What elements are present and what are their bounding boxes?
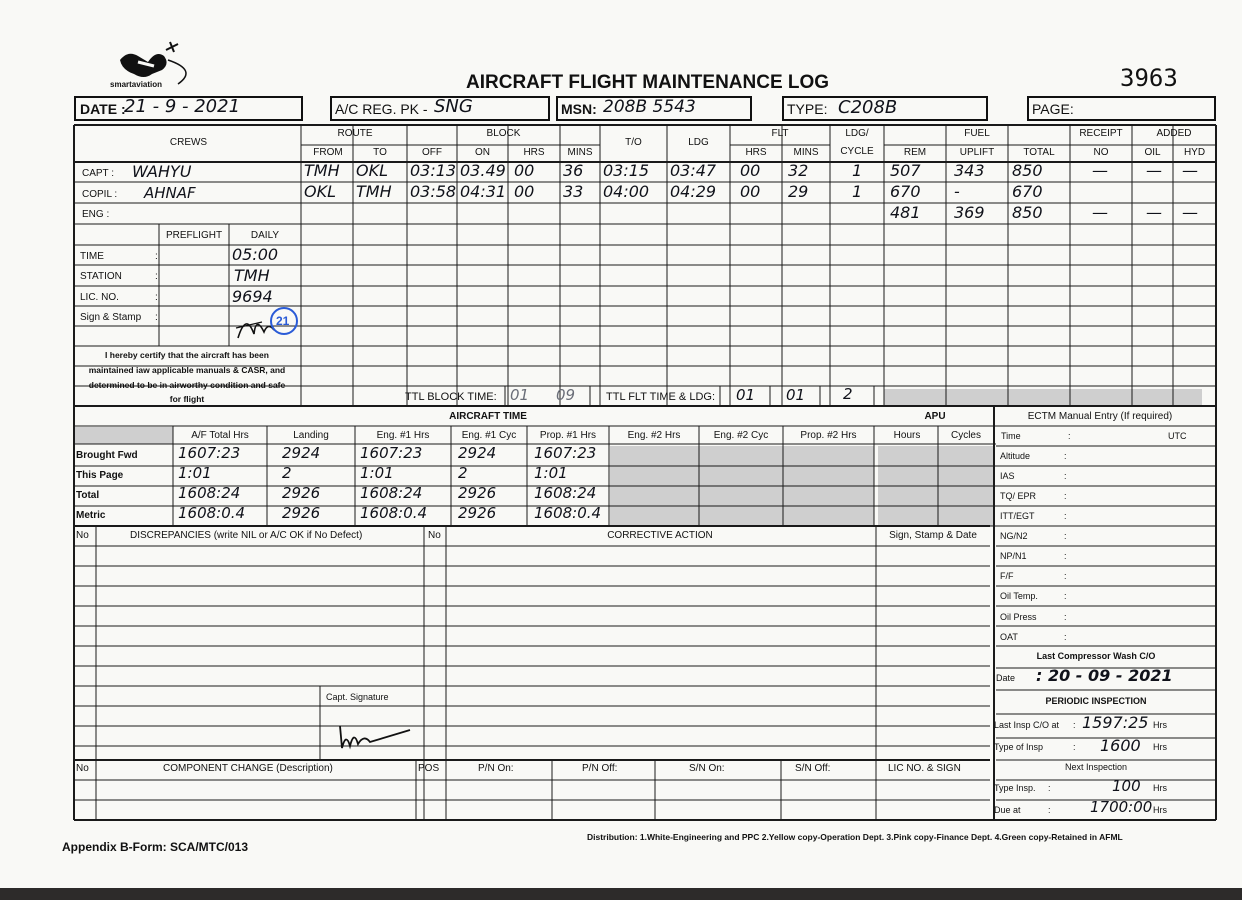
flight-flt-hrs-cell: 00 [740,161,761,180]
page-label: PAGE: [1032,101,1074,117]
receipt-header: RECEIPT [1079,128,1123,139]
due-label: Due at [994,805,1021,815]
aircraft-time-value: 1:01 [534,464,568,482]
flight-flt-mins-cell: 29 [788,182,809,201]
ectm-colon: : [1064,451,1067,461]
form-id: Appendix B-Form: SCA/MTC/013 [62,840,249,854]
flight-ldg-cell: 04:29 [670,182,717,201]
flight-ldg-cell: 03:47 [670,161,717,180]
distribution-note: Distribution: 1.White-Engineering and PPC 2.Yellow copy-Operation Dept. 3.Pink copy-Finance Dept. 4.Green copy-Retained in AFML [587,832,1123,842]
uplift-header: UPLIFT [959,147,995,158]
block-hrs-header: HRS [523,147,545,158]
flight-to-cell: OKL [356,161,388,180]
total-flt-mins: 01 [786,386,806,404]
captain-name: WAHYU [132,162,192,181]
added-header: ADDED [1156,128,1192,139]
flight-from-cell: TMH [304,161,340,180]
hyd-header: HYD [1183,147,1206,158]
aircraft-time-value: 1608:24 [360,484,423,502]
ectm-utc: UTC [1168,431,1187,441]
aircraft-time-header: Prop. #2 Hrs [800,430,857,441]
aircraft-time-value: 2924 [282,444,321,462]
aircraft-time-value: 2 [282,464,292,482]
ectm-label: F/F [1000,571,1014,581]
type-insp-hrs: Hrs [1153,742,1167,752]
off-header: OFF [422,147,442,158]
aircraft-time-value: 2924 [458,444,497,462]
cycle-header: CYCLE [840,146,874,157]
cert-line-4: for flight [169,394,205,404]
next-type-value: 100 [1112,777,1141,795]
aircraft-time-header: Eng. #2 Cyc [713,430,769,441]
to-header: TO [373,147,387,158]
brought-fwd-label: Brought Fwd [76,450,138,461]
ectm-time-label: Time [1001,431,1021,441]
flight-rem-cell: 507 [890,161,921,180]
flight-flt-mins-cell: 32 [788,161,809,180]
last-insp-label: Last Insp C/O at [994,720,1060,730]
next-type-hrs: Hrs [1153,783,1167,793]
pn-off-header: P/N Off: [582,763,618,774]
apu-title: APU [924,411,946,422]
aircraft-time-header: Eng. #1 Hrs [376,430,430,441]
msn-label: MSN: [561,101,597,117]
route-header: ROUTE [337,128,373,139]
type-value: C208B [838,97,898,118]
captain-signature-icon [334,718,418,754]
flight-to-time-cell: 04:00 [603,182,650,201]
aircraft-time-header: Eng. #2 Hrs [627,430,681,441]
next-type-label: Type Insp. [994,783,1036,793]
periodic-title: PERIODIC INSPECTION [1045,696,1147,706]
fuel-header: FUEL [964,128,990,139]
corrective-action-header: CORRECTIVE ACTION [607,530,713,541]
flight-receipt-cell: — [1092,203,1108,222]
flt-header: FLT [771,128,789,139]
daily-time: 05:00 [232,245,279,264]
ectm-colon: : [1064,551,1067,561]
sign-stamp-label: Sign & Stamp [80,312,142,323]
landing-header: LDG [688,137,709,148]
daily-lic: 9694 [232,287,273,306]
flight-cycle-cell: 1 [852,182,863,201]
next-insp-title: Next Inspection [1064,762,1128,772]
copil-label: COPIL : [82,189,118,200]
cert-line-3: determined to be in airworthy condition and safe [88,380,286,390]
total-flt-label: TTL FLT TIME & LDG: [606,391,716,403]
ectm-colon: : [1064,491,1067,501]
aircraft-time-header: Eng. #1 Cyc [461,430,517,441]
compressor-date-label: Date [996,673,1016,683]
ectm-colon: : [1064,531,1067,541]
flight-hyd-cell: — [1182,203,1198,222]
apu-hours-header: Hours [893,430,921,441]
flight-hrs-cell: 00 [514,182,535,201]
sn-on-header: S/N On: [689,763,725,774]
total-landings: 2 [843,385,853,403]
flight-hrs-cell: 00 [514,161,535,180]
ectm-label: OAT [1000,632,1018,642]
ectm-label: ITT/EGT [1000,511,1035,521]
daily-station: TMH [234,266,270,285]
crews-header: CREWS [169,137,208,148]
maintenance-log-sheet: smartaviation AIRCRAFT FLIGHT MAINTENANCE LOG 3963 DATE : 21 - 9 - 2021 A/C REG. PK - SNG MSN: 208B 5543 TYPE: C208B PAGE: CREWS ROUTE FROM TO BLOCK OFF ON HRS MINS T/O LDG FLT HRS MINS LDG/ CYCLE FUEL REM UPLIFT TOTAL RECEIPT NO ADDED OIL HYD CAPT : COPIL : ENG : WAHYU AHNAF TMH OKL 03:13 03.49 00 36 03:15 03:47 00 32 1 507 343 850 — — — OKL TMH 03:58 04:31 00 33 04:00 04:29 00 29 1 670 - 670 481 369 850 — — — PREFLIGHT DAILY TIME STATION LIC. NO. Sign & Stamp : : : : 05:00 TMH 9694 21 I hereby certify that the aircraft has been maintained iaw applicable manuals & CASR, and determined to be in airworthy condition and safe for flight TTL BLOCK TIME: 01 09 TTL FLT TIME & LDG: 01 01 2 AIRCRAFT TIME A/F Total Hrs Landing Eng. #1 Hrs Eng. #1 Cyc Prop. #1 Hrs Eng. #2 Hrs Eng. #2 Cyc Prop. #2 Hrs Brought Fwd This Page Total Metric 1607:23 2924 1607:23 2924 1607:23 1:01 2 1:01 2 1:01 1608:24 2926 1608:24 2926 1608:24 1608:0.4 2926 1608:0.4 2926 1608:0.4 APU Hours Cycles ECTM Manual Entry (If required) Time : UTC Altitude : IAS : TQ/ EPR : ITT/EGT : NG/N2 : NP/N1 : F/F : Oil Temp. : Oil Press : OAT : Last Compressor Wash C/O Date : 20 - 09 - 2021 PERIODIC INSPECTION Last Insp C/O at : 1597:25 Hrs Type of Insp : 1600 Hrs Next Inspection Type Insp. : 100 Hrs Due at : 1700:00 Hrs No DISCREPANCIES (write NIL or A/C OK if No Defect) No CORRECTIVE ACTION Sign, Stamp & Date Capt. Signature No COMPONENT CHANGE (Description) POS P/N On: P/N Off: S/N On: S/N Off: LIC NO. & SIGN Appendix B-Form: SCA/MTC/013 Distribution: 1.White-Engineering and PPC 2.Yellow copy-Operation Dept. 3.Pink copy-Finance Dept. 4.Green copy-Retained in AFML [0,0,1242,888]
copilot-name: AHNAF [144,184,196,202]
takeoff-header: T/O [625,137,642,148]
flight-flt-hrs-cell: 00 [740,182,761,201]
total-block-label: TTL BLOCK TIME: [405,391,497,403]
this-page-label: This Page [76,470,124,481]
ectm-colon: : [1064,632,1067,642]
company-logo [108,40,208,92]
flight-total-cell: 850 [1012,203,1043,222]
aircraft-time-value: 2926 [458,484,497,502]
block-mins-header: MINS [567,147,593,158]
flight-rem-cell: 481 [890,203,921,222]
flight-hyd-cell: — [1182,161,1198,180]
block-header: BLOCK [486,128,521,139]
component-header: COMPONENT CHANGE (Description) [163,763,333,774]
time-label: TIME [80,251,104,262]
total-label: Total [76,490,100,501]
logo-text: smartaviation [110,80,163,89]
ectm-label: NP/N1 [1000,551,1027,561]
flight-total-cell: 670 [1012,182,1043,201]
ectm-time-colon: : [1068,431,1071,441]
flight-receipt-cell: — [1092,161,1108,180]
ectm-label: Altitude [1000,451,1031,461]
ectm-label: Oil Press [1000,612,1037,622]
ectm-colon: : [1064,511,1067,521]
aircraft-time-title: AIRCRAFT TIME [449,411,527,422]
total-block-hrs: 01 [510,386,530,404]
compressor-wash-title: Last Compressor Wash C/O [1036,651,1156,661]
last-insp-hrs: Hrs [1153,720,1167,730]
cert-line-1: I hereby certify that the aircraft has been [105,350,269,360]
ectm-label: IAS [1000,471,1015,481]
capt-label: CAPT : [82,168,115,179]
cert-line-2: maintained iaw applicable manuals & CASR, and [88,365,286,375]
aircraft-time-value: 1608:0.4 [360,504,428,522]
aircraft-time-value: 1608:0.4 [534,504,602,522]
flight-to-cell: TMH [356,182,392,201]
ldg-cycle-header: LDG/ [845,128,869,139]
photo-background-edge [0,888,1242,900]
flt-mins-header: MINS [793,147,819,158]
aircraft-time-value: 1607:23 [360,444,423,462]
registration-label: A/C REG. PK - [335,101,428,117]
last-insp-value: 1597:25 [1082,713,1149,732]
aircraft-time-value: 1608:24 [178,484,241,502]
discrepancy-header: DISCREPANCIES (write NIL or A/C OK if No Defect) [130,530,363,541]
flight-off-cell: 03:13 [410,161,457,180]
discrepancy-no-header: No [76,530,89,541]
flight-total-cell: 850 [1012,161,1043,180]
ectm-label: TQ/ EPR [1000,491,1037,501]
ectm-label: NG/N2 [1000,531,1028,541]
station-label: STATION [80,271,122,282]
flight-off-cell: 03:58 [410,182,457,201]
flight-cycle-cell: 1 [852,161,863,180]
from-header: FROM [313,147,343,158]
ectm-colon: : [1064,571,1067,581]
aircraft-time-value: 2926 [282,484,321,502]
aircraft-time-header: A/F Total Hrs [191,430,249,441]
aircraft-time-value: 1608:0.4 [178,504,246,522]
ectm-label: Oil Temp. [1000,591,1038,601]
form-title: AIRCRAFT FLIGHT MAINTENANCE LOG [466,72,830,93]
flight-on-cell: 03.49 [460,161,506,180]
aircraft-time-value: 2 [458,464,468,482]
pn-on-header: P/N On: [478,763,514,774]
stamp-number: 21 [276,314,290,328]
ectm-colon: : [1064,612,1067,622]
aircraft-time-value: 1607:23 [178,444,241,462]
due-hrs: Hrs [1153,805,1167,815]
total-block-mins: 09 [556,386,576,404]
aircraft-time-value: 1608:24 [534,484,597,502]
aircraft-time-value: 2926 [282,504,321,522]
approval-stamp-icon [270,307,298,335]
apu-cycles-header: Cycles [950,430,981,441]
flight-uplift-cell: 369 [954,203,985,222]
type-insp-value: 1600 [1100,736,1141,755]
ectm-colon: : [1064,591,1067,601]
aircraft-time-value: 2926 [458,504,497,522]
serial-number: 3963 [1120,64,1178,92]
metric-label: Metric [76,510,106,521]
flight-oil-cell: — [1146,203,1162,222]
shaded-cell [884,389,1202,405]
eng-label: ENG : [82,209,110,220]
flight-on-cell: 04:31 [460,182,507,201]
total-header: TOTAL [1023,147,1055,158]
daily-header: DAILY [250,230,280,241]
lic-label: LIC. NO. [80,292,119,303]
flight-mins-cell: 36 [563,161,584,180]
msn-value: 208B 5543 [603,97,696,117]
component-no-header: No [76,763,89,774]
oil-header: OIL [1144,147,1161,158]
type-label: TYPE: [787,101,828,117]
date-label: DATE : [80,101,126,117]
aircraft-time-value: 1607:23 [534,444,597,462]
shaded-cell [75,427,173,444]
capt-signature-label: Capt. Signature [326,692,389,702]
registration-value: SNG [434,96,473,117]
flt-hrs-header: HRS [745,147,767,158]
aircraft-time-value: 1:01 [178,464,212,482]
on-header: ON [475,147,490,158]
flight-oil-cell: — [1146,161,1162,180]
type-insp-label: Type of Insp [994,742,1044,752]
due-value: 1700:00 [1090,798,1153,816]
lic-sign-header: LIC NO. & SIGN [888,763,961,774]
flight-uplift-cell: - [954,182,960,201]
receipt-no-header: NO [1093,147,1109,158]
preflight-header: PREFLIGHT [165,230,223,241]
flight-to-time-cell: 03:15 [603,161,650,180]
flight-from-cell: OKL [304,182,336,201]
flight-mins-cell: 33 [563,182,584,201]
sign-stamp-date-header: Sign, Stamp & Date [889,530,977,541]
ectm-title: ECTM Manual Entry (If required) [1027,411,1173,422]
aircraft-time-value: 1:01 [360,464,394,482]
date-value: 21 - 9 - 2021 [124,96,241,117]
aircraft-time-header: Landing [293,430,329,441]
pos-header: POS [418,763,440,774]
aircraft-time-header: Prop. #1 Hrs [539,430,597,441]
ectm-colon: : [1064,471,1067,481]
compressor-date-value: : 20 - 09 - 2021 [1036,666,1173,685]
rem-header: REM [903,147,927,158]
corrective-no-header: No [428,530,441,541]
sn-off-header: S/N Off: [795,763,831,774]
flight-rem-cell: 670 [890,182,921,201]
total-flt-hrs: 01 [736,386,756,404]
flight-uplift-cell: 343 [954,161,985,180]
